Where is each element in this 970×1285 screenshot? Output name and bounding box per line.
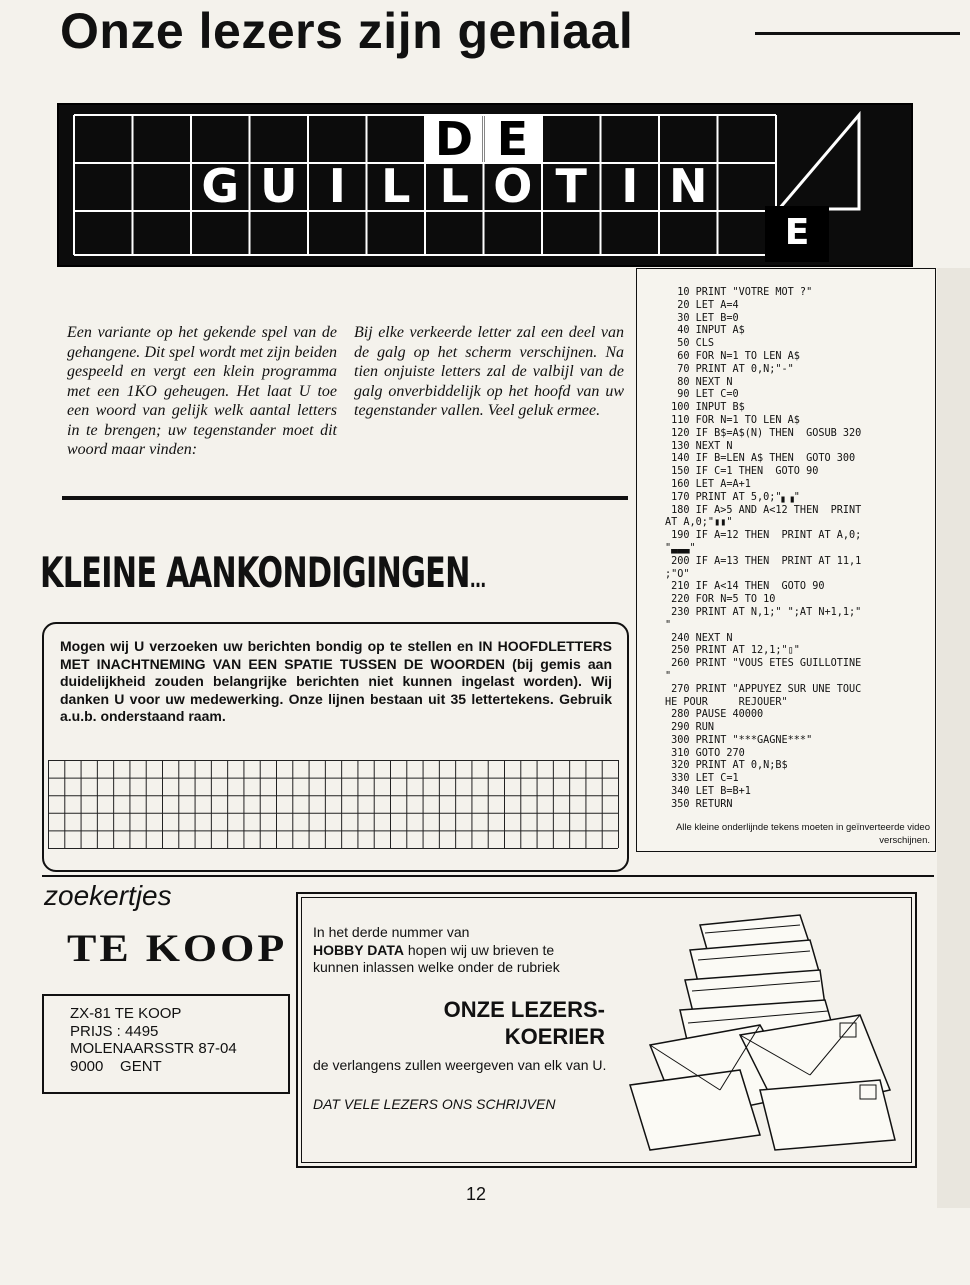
banner-letter: T: [555, 159, 587, 213]
code-line: 280 PAUSE 40000: [665, 709, 764, 721]
letters-pile-illustration: [610, 905, 910, 1160]
announcements-title-text: KLEINE AANKONDIGINGEN: [40, 548, 470, 597]
code-line: 180 IF A>5 AND A<12 THEN PRINT: [665, 504, 862, 516]
courier-intro-start: In het derde nummer van: [313, 924, 470, 940]
announcements-title: [40, 548, 486, 597]
code-line: 10 PRINT "VOTRE MOT ?": [665, 287, 813, 298]
code-line: 160 LET A=A+1: [665, 478, 751, 490]
code-line: 70 PRINT AT 0,N;"-": [665, 363, 794, 375]
banner-tail-box: [765, 206, 829, 262]
code-line: 320 PRINT AT 0,N;B$: [665, 760, 788, 772]
page-headline: Onze lezers zijn geniaal: [60, 3, 634, 59]
code-line: 30 LET B=0: [665, 312, 739, 324]
code-line: ": [665, 670, 672, 682]
classifieds-heading: zoekertjes: [44, 880, 172, 911]
banner-letter: E: [485, 116, 541, 162]
banner-letter: G: [201, 159, 240, 213]
ad-line: PRIJS : 4495: [70, 1022, 159, 1040]
courier-intro-rest: hopen wij uw brieven te kunnen inlassen welke onder de rubriek: [313, 941, 560, 975]
banner-last-letter: E: [784, 212, 810, 253]
code-line: 230 PRINT AT N,1;" ";AT N+1,1;": [665, 606, 862, 618]
code-line: 290 RUN: [665, 722, 715, 734]
headline-rule: [755, 32, 960, 35]
courier-title-line1: ONZE LEZERS-: [443, 997, 605, 1022]
code-line: 220 FOR N=5 TO 10: [665, 594, 776, 606]
courier-tagline: DAT VELE LEZERS ONS SCHRIJVEN: [313, 1096, 556, 1112]
courier-body: de verlangens zullen weergeven van elk van U.: [313, 1057, 607, 1073]
code-line: 110 FOR N=1 TO LEN A$: [665, 414, 800, 426]
code-line: 310 GOTO 270: [665, 747, 745, 759]
code-line: 200 IF A=13 THEN PRINT AT 11,1: [665, 555, 862, 567]
code-line: 20 LET A=4: [665, 299, 739, 311]
code-line: 140 IF B=LEN A$ THEN GOTO 300: [665, 453, 856, 465]
ad-line: MOLENAARSSTR 87-04: [70, 1040, 237, 1057]
code-line: 300 PRINT "***GAGNE***": [665, 734, 813, 746]
code-line: 80 NEXT N: [665, 376, 733, 388]
announcements-text: Mogen wij U verzoeken uw berichten bondig op te stellen en IN HOOFDLETTERS MET INACHTNEMING VAN EEN SPATIE TUSSEN DE WOORDEN (bij gemis aan duidelijkheid zouden belangrijke berichten niet kunnen ingelast worden). Wij danken U voor uw medewerking. Onze lijnen bestaan uit 35 lettertekens. Gebruik a.u.b. onderstaand raam.: [60, 638, 612, 724]
code-line: 50 CLS: [665, 338, 715, 350]
magazine-name: HOBBY DATA: [313, 941, 404, 958]
banner-letter: D: [426, 116, 482, 162]
courier-intro: [313, 924, 603, 977]
ad-line: ZX-81 TE KOOP: [70, 1005, 182, 1022]
intro-text-left: Een variante op het gekende spel van de gehangene. Dit spel wordt met zijn beiden gespeeld en vergt een klein programma met een 1KO geheugen. Het laat U toe een woord van gelijk welk aantal letters in te brengen; uw tegenstander moet dit woord maar vinden:: [67, 324, 337, 458]
code-line: 40 INPUT A$: [665, 325, 745, 337]
banner-letter: N: [669, 159, 708, 213]
code-line: 120 IF B$=A$(N) THEN GOSUB 320: [665, 427, 862, 439]
page-number: 12: [466, 1184, 487, 1204]
code-line: HE POUR REJOUER": [665, 696, 788, 708]
letter-entry-grid[interactable]: [48, 760, 620, 850]
code-line: 350 RETURN: [665, 798, 733, 810]
banner-letter: I: [328, 159, 346, 213]
courier-title: [395, 996, 605, 1050]
code-line: 170 PRINT AT 5,0;"▖▗": [665, 491, 800, 503]
code-line: 90 LET C=0: [665, 389, 739, 401]
announcements-title-suffix: ...: [469, 568, 486, 593]
code-listing: [665, 287, 935, 812]
intro-text-right: Bij elke verkeerde letter zal een deel van de galg op het scherm verschijnen. Na tien onjuiste letters zal de valbijl van de galg onverbiddelijk op het hoofd van uw tegenstander vallen. Veel geluk ermee.: [354, 324, 624, 419]
code-line: 210 IF A<14 THEN GOTO 90: [665, 581, 825, 593]
courier-title-line2: KOERIER: [504, 1024, 605, 1049]
section-divider: [62, 496, 628, 500]
code-line: ;"O": [665, 568, 690, 580]
code-line: 150 IF C=1 THEN GOTO 90: [665, 466, 819, 478]
code-line: 60 FOR N=1 TO LEN A$: [665, 350, 800, 362]
code-line: 250 PRINT AT 12,1;"▯": [665, 645, 800, 657]
code-line: "▃▃▃": [665, 542, 696, 554]
for-sale-heading: TE KOOP: [67, 925, 288, 970]
classified-ad-text: [70, 1005, 237, 1075]
ad-line: 9000 GENT: [70, 1057, 162, 1075]
code-line: 270 PRINT "APPUYEZ SUR UNE TOUC: [665, 683, 862, 695]
code-note: Alle kleine onderlijnde tekens moeten in geïnverteerde video verschijnen.: [675, 822, 930, 846]
banner-letter: O: [493, 159, 533, 213]
banner-letter: L: [381, 159, 411, 213]
page-edge-strip: [937, 268, 970, 1208]
code-line: ": [665, 619, 672, 631]
code-line: AT A,0;"▮▮": [665, 517, 733, 529]
code-line: 130 NEXT N: [665, 440, 733, 452]
code-line: 240 NEXT N: [665, 632, 733, 644]
code-line: 340 LET B=B+1: [665, 786, 751, 798]
code-line: 190 IF A=12 THEN PRINT AT A,0;: [665, 530, 862, 542]
code-line: 100 INPUT B$: [665, 402, 745, 414]
classifieds-divider: [42, 875, 934, 877]
banner-letter: U: [260, 159, 298, 213]
banner-letter: I: [621, 159, 639, 213]
code-line: 330 LET C=1: [665, 773, 739, 785]
code-line: 260 PRINT "VOUS ETES GUILLOTINE: [665, 658, 862, 670]
banner-letter: L: [439, 159, 469, 213]
